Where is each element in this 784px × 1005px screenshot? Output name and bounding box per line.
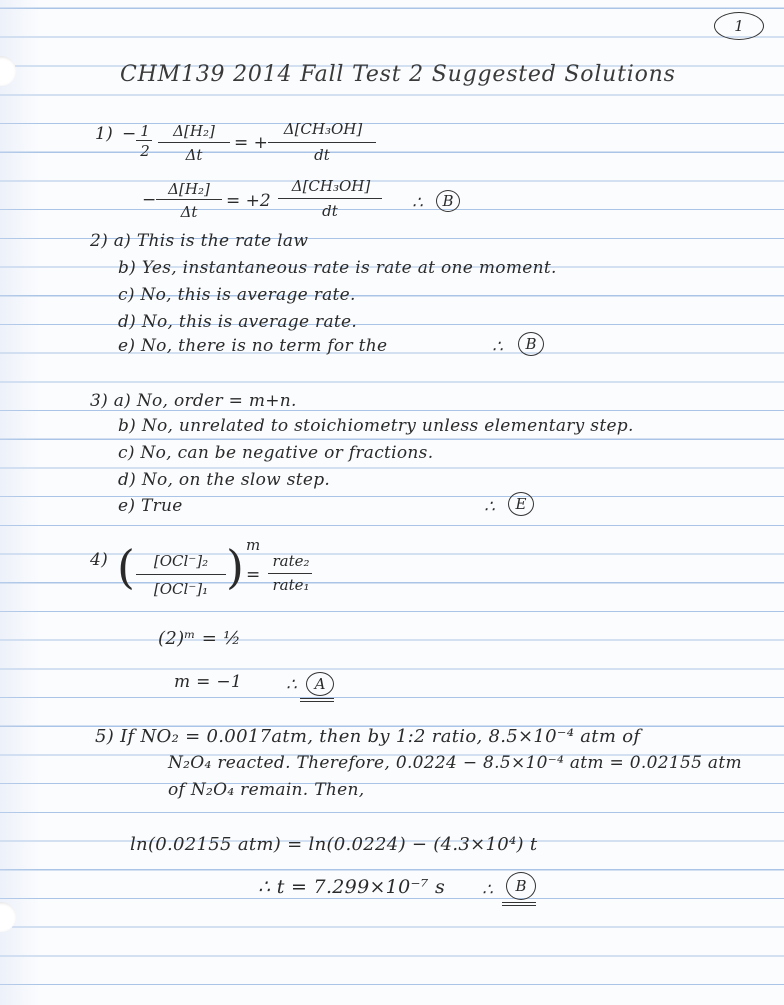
q1-den2: dt bbox=[314, 146, 330, 164]
binder-hole-top bbox=[0, 56, 16, 86]
q5-equation: ln(0.02155 atm) = ln(0.0224) − (4.3×10⁴) t bbox=[130, 834, 538, 855]
q1-bar2 bbox=[268, 142, 376, 143]
q2-line-e: e) No, there is no term for the bbox=[118, 336, 388, 356]
q3-line-b: b) No, unrelated to stoichiometry unless elementary step. bbox=[118, 416, 634, 436]
q3-answer: E bbox=[515, 495, 527, 513]
q1-den3: Δt bbox=[180, 203, 198, 221]
q4-bar bbox=[136, 574, 226, 575]
q1-coef-num: 1 bbox=[140, 122, 150, 140]
q2-answer-circle bbox=[518, 332, 544, 356]
q3-line-c: c) No, can be negative or fractions. bbox=[118, 443, 434, 463]
q4-answer: A bbox=[314, 675, 326, 693]
q1-den4: dt bbox=[322, 202, 338, 220]
q3-therefore: ∴ bbox=[484, 497, 496, 517]
q1-number: 1) bbox=[95, 124, 114, 144]
q4-rate-den: rate₁ bbox=[272, 576, 310, 594]
q4-therefore: ∴ bbox=[286, 675, 298, 695]
q4-rate-bar bbox=[268, 573, 312, 574]
q1-bar1 bbox=[158, 142, 230, 143]
q5-answer-circle bbox=[506, 872, 536, 900]
page-number: 1 bbox=[734, 17, 744, 35]
q1-minus: − bbox=[122, 124, 137, 144]
q1-bar3 bbox=[156, 199, 222, 200]
q1-bar4 bbox=[278, 198, 382, 199]
q5-line-1: 5) If NO₂ = 0.0017atm, then by 1:2 ratio, 8.5×10⁻⁴ atm of bbox=[95, 726, 641, 747]
q1-eq1: = + bbox=[234, 133, 268, 153]
q2-line-b: b) Yes, instantaneous rate is rate at one moment. bbox=[118, 258, 557, 278]
q1-num1: Δ[H₂] bbox=[173, 122, 215, 140]
q1-answer: B bbox=[442, 192, 454, 210]
q1-coef-den: 2 bbox=[140, 142, 150, 160]
q3-line-a: 3) a) No, order = m+n. bbox=[90, 391, 297, 411]
q1-num2: Δ[CH₃OH] bbox=[283, 120, 363, 138]
q1-eq2: = +2 bbox=[226, 191, 271, 211]
q5-result: ∴ t = 7.299×10⁻⁷ s bbox=[258, 876, 446, 898]
q4-rate-num: rate₂ bbox=[272, 552, 310, 570]
q4-line2: (2)ᵐ = ½ bbox=[158, 628, 241, 649]
q1-num3: Δ[H₂] bbox=[168, 180, 210, 198]
q4-number: 4) bbox=[90, 550, 109, 570]
q1-num4: Δ[CH₃OH] bbox=[291, 177, 371, 195]
q2-line-a: 2) a) This is the rate law bbox=[90, 231, 309, 251]
q5-therefore: ∴ bbox=[482, 880, 494, 900]
binder-hole-bottom bbox=[0, 902, 16, 932]
q4-paren-right: ) bbox=[226, 540, 244, 594]
q1-minus2: − bbox=[142, 190, 157, 210]
q4-exponent: m bbox=[246, 536, 261, 554]
page-number-badge bbox=[714, 12, 764, 40]
q2-answer: B bbox=[525, 335, 537, 353]
q1-den1: Δt bbox=[185, 146, 203, 164]
page-title: CHM139 2014 Fall Test 2 Suggested Solutions bbox=[120, 62, 676, 87]
q4-eq: = bbox=[246, 565, 261, 585]
q1-therefore: ∴ bbox=[412, 193, 424, 213]
q4-paren-left: ( bbox=[117, 540, 135, 594]
q5-answer-underline bbox=[502, 902, 536, 906]
q4-den: [OCl⁻]₁ bbox=[153, 580, 209, 598]
q3-answer-circle bbox=[508, 492, 534, 516]
q5-line-3: of N₂O₄ remain. Then, bbox=[168, 780, 365, 800]
q4-num: [OCl⁻]₂ bbox=[153, 552, 209, 570]
q2-therefore: ∴ bbox=[492, 337, 504, 357]
q2-line-c: c) No, this is average rate. bbox=[118, 285, 356, 305]
q3-line-e: e) True bbox=[118, 496, 183, 516]
q2-line-d: d) No, this is average rate. bbox=[118, 312, 358, 332]
q4-line3: m = −1 bbox=[174, 672, 243, 692]
q4-answer-underline bbox=[300, 698, 334, 702]
q4-answer-circle bbox=[306, 672, 334, 696]
q1-answer-circle bbox=[436, 190, 460, 212]
q5-answer: B bbox=[515, 877, 527, 895]
q5-line-2: N₂O₄ reacted. Therefore, 0.0224 − 8.5×10⁻⁴ atm = 0.02155 atm bbox=[168, 753, 742, 773]
q3-line-d: d) No, on the slow step. bbox=[118, 470, 331, 490]
